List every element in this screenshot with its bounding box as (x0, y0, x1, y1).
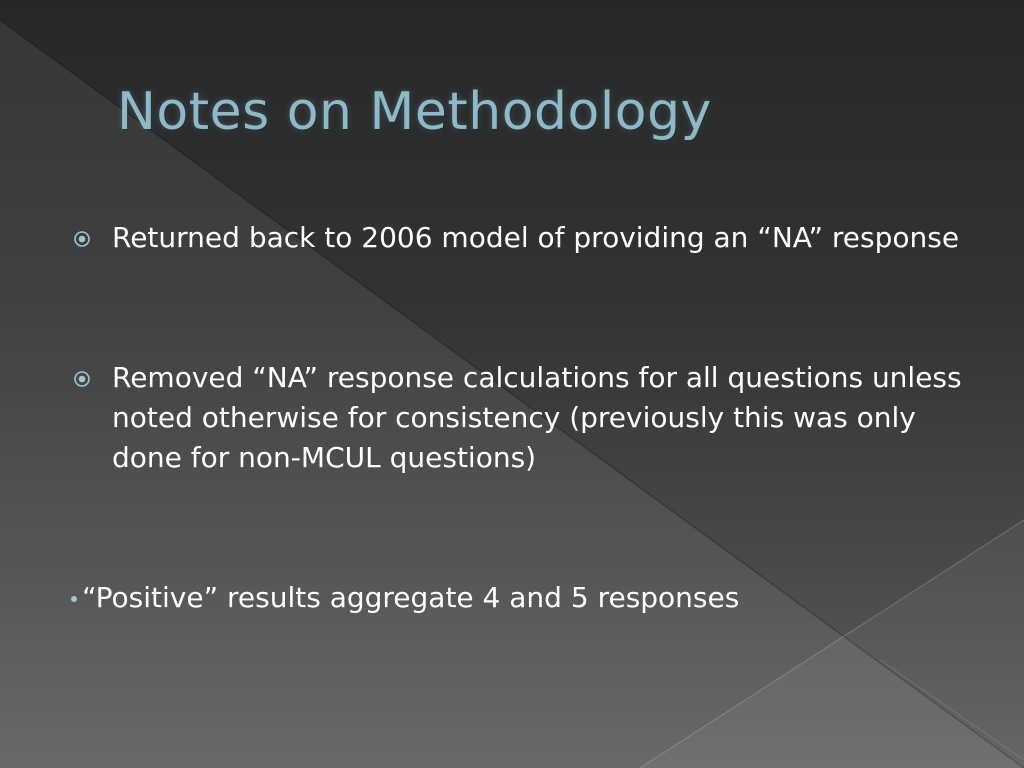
bullet-item (82, 578, 982, 618)
ring-bullet-icon (73, 230, 91, 248)
slide-title: Notes on Methodology (117, 82, 712, 142)
bullet-text: Removed “NA” response calculations for all questions unless noted otherwise for consistency (previously this was only done for non-MCUL questions) (112, 361, 962, 474)
bullet-text: “Positive” results aggregate 4 and 5 responses (82, 581, 740, 614)
bullet-text: Returned back to 2006 model of providing an “NA” response (112, 221, 960, 254)
bullet-item (112, 358, 982, 478)
ring-bullet-icon (73, 370, 91, 388)
dot-bullet-icon (71, 596, 77, 602)
bullet-item (112, 218, 982, 258)
